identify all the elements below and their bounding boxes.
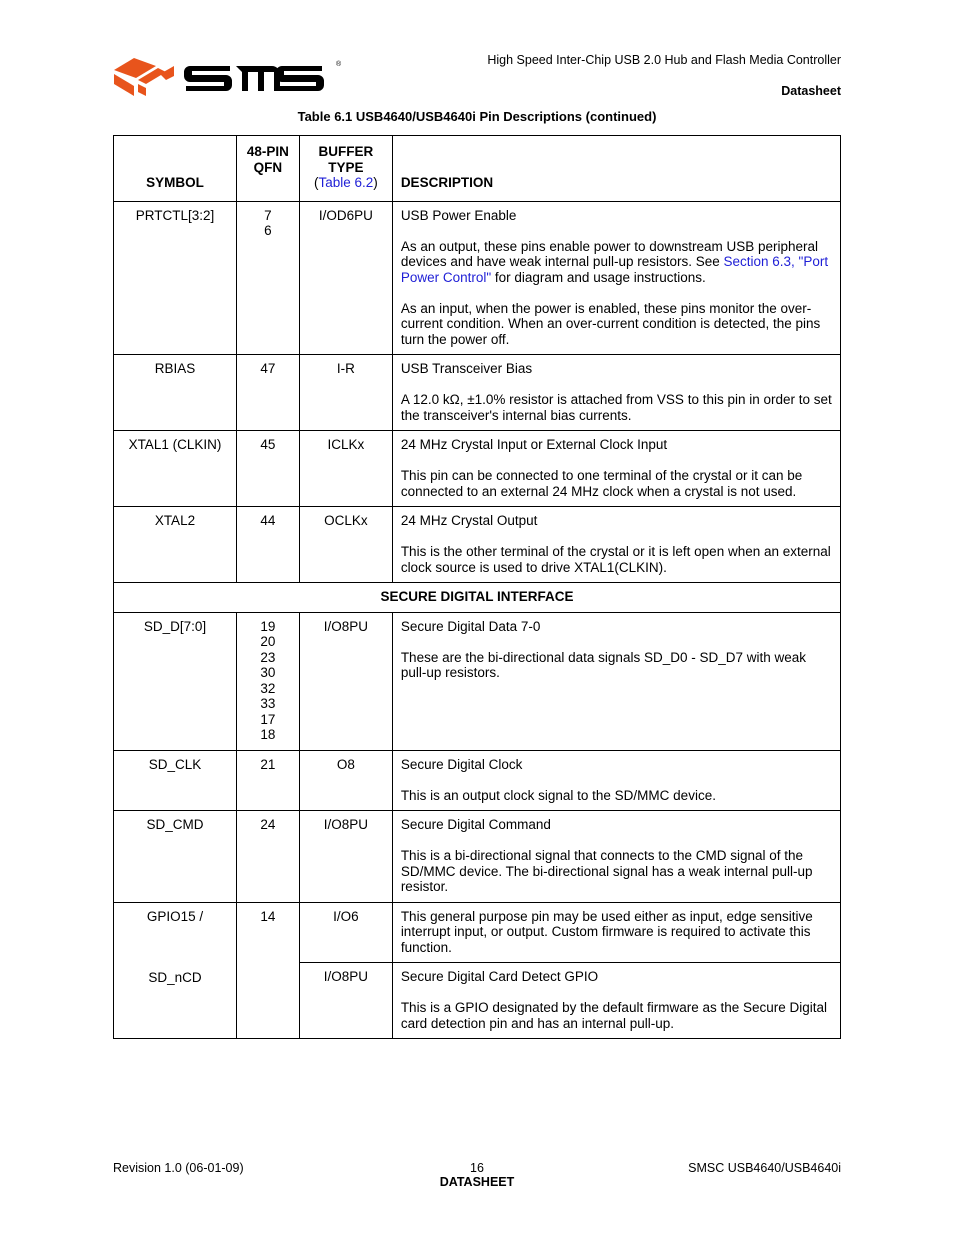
document-subtitle: Datasheet [781,84,841,98]
footer-revision: Revision 1.0 (06-01-09) [113,1161,244,1175]
description-cell: This general purpose pin may be used either as input, edge sensitive interrupt input, or output. Custom firmware is required to activate this function. [392,902,840,963]
symbol-cell: SD_D[7:0] [114,612,237,750]
smsc-logo [112,52,348,98]
description-cell: USB Transceiver Bias A 12.0 kΩ, ±1.0% resistor is attached from VSS to this pin in order to set the transceiver's internal bias currents. [392,355,840,431]
pin-cell: 21 [236,750,299,811]
document-title: High Speed Inter-Chip USB 2.0 Hub and Flash Media Controller [487,53,841,67]
table-row [114,612,841,750]
footer-datasheet-label: DATASHEET [439,1175,515,1189]
registered-mark: ® [336,61,342,68]
buffer-cell: I/O6 [299,902,392,963]
pin-cell: 24 [236,811,299,903]
table-row [114,201,841,355]
column-header-pin: 48-PIN QFN [236,136,299,202]
table-row [114,507,841,583]
pin-cell: 47 [236,355,299,431]
description-cell: 24 MHz Crystal Output This is the other terminal of the crystal or it is left open when an external clock source is used to drive XTAL1(CLKIN). [392,507,840,583]
table-row [114,902,841,963]
description-cell: Secure Digital Clock This is an output clock signal to the SD/MMC device. [392,750,840,811]
symbol-cell: SD_CLK [114,750,237,811]
footer-product: SMSC USB4640/USB4640i [688,1161,841,1175]
section-title: SECURE DIGITAL INTERFACE [114,583,841,613]
column-header-description: DESCRIPTION [392,136,840,202]
description-cell: USB Power Enable As an output, these pins enable power to downstream USB peripheral devices and have weak internal pull-up resistors. See Section 6.3, "Port Power Control" for diagram and usage instructions. As an input, when the power is enabled, these pins monitor the over-current condition. When an over-current condition is detected, the pins turn the power off. [392,201,840,355]
buffer-cell: I/O8PU [299,963,392,1039]
pin-cell: 45 [236,431,299,507]
pin-cell: 44 [236,507,299,583]
table-caption: Table 6.1 USB4640/USB4640i Pin Descriptions (continued) [297,109,657,124]
buffer-cell: OCLKx [299,507,392,583]
column-header-symbol: SYMBOL [114,136,237,202]
table-6-2-link[interactable]: Table 6.2 [318,175,374,190]
pin-cell: 19 20 23 30 32 33 17 18 [236,612,299,750]
symbol-cell: RBIAS [114,355,237,431]
page-number: 16 [470,1161,484,1175]
buffer-cell: I/O8PU [299,811,392,903]
symbol-cell: PRTCTL[3:2] [114,201,237,355]
symbol-cell: GPIO15 / SD_nCD [114,902,237,1039]
buffer-cell: I/OD6PU [299,201,392,355]
description-cell: Secure Digital Data 7-0 These are the bi-directional data signals SD_D0 - SD_D7 with weak pull-up resistors. [392,612,840,750]
symbol-cell: XTAL2 [114,507,237,583]
description-cell: 24 MHz Crystal Input or External Clock Input This pin can be connected to one terminal of the crystal or it can be connected to an external 24 MHz clock when a crystal is not used. [392,431,840,507]
symbol-cell: XTAL1 (CLKIN) [114,431,237,507]
buffer-cell: ICLKx [299,431,392,507]
buffer-cell: I/O8PU [299,612,392,750]
table-row [114,355,841,431]
buffer-cell: I-R [299,355,392,431]
table-row [114,431,841,507]
pin-cell: 14 [236,902,299,1039]
column-header-buffer: BUFFER TYPE (Table 6.2) [299,136,392,202]
section-6-3-link[interactable]: Section 6.3, "Port Power Control" [400,254,829,285]
description-cell: Secure Digital Card Detect GPIO This is a GPIO designated by the default firmware as the Secure Digital card detection pin and has an internal pull-up. [392,963,840,1039]
symbol-cell: SD_CMD [114,811,237,903]
table-row [114,750,841,811]
buffer-cell: O8 [299,750,392,811]
pin-description-table [113,135,841,1039]
pin-cell: 7 6 [236,201,299,355]
section-row [114,583,841,613]
table-header-row [114,136,841,202]
description-cell: Secure Digital Command This is a bi-directional signal that connects to the CMD signal of the SD/MMC device. The bi-directional signal has a weak internal pull-up resistor. [392,811,840,903]
table-row [114,811,841,903]
